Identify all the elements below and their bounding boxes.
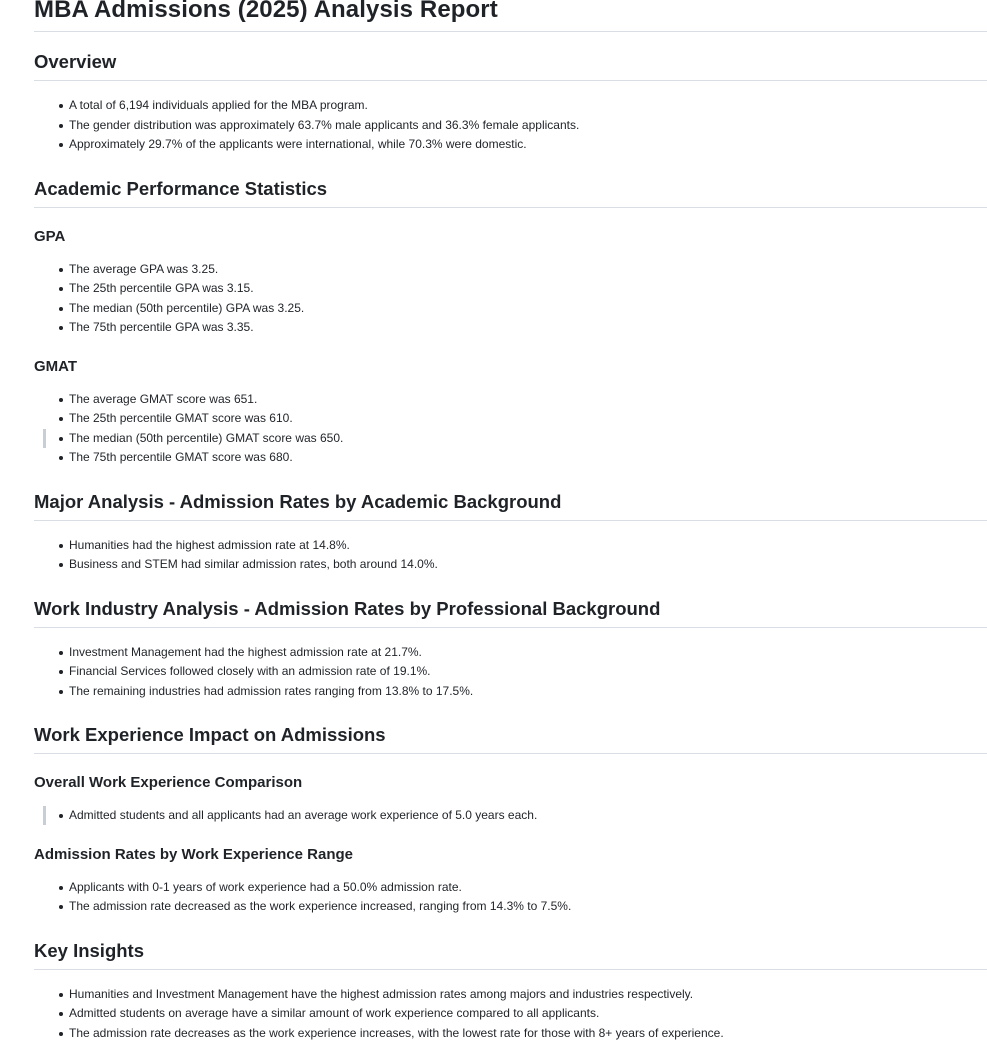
list-item: The 25th percentile GPA was 3.15. xyxy=(69,279,987,299)
list-item: Applicants with 0-1 years of work experience had a 50.0% admission rate. xyxy=(69,878,987,898)
page-title: MBA Admissions (2025) Analysis Report xyxy=(34,0,987,32)
list-item: The average GPA was 3.25. xyxy=(69,260,987,280)
list-item: Business and STEM had similar admission rates, both around 14.0%. xyxy=(69,555,987,575)
overview-heading: Overview xyxy=(34,50,987,81)
overall-experience-list xyxy=(34,806,987,826)
list-item-text: Admitted students and all applicants had an average work experience of 5.0 years each. xyxy=(69,808,537,822)
gpa-list xyxy=(34,260,987,338)
gmat-heading: GMAT xyxy=(34,357,987,377)
major-heading: Major Analysis - Admission Rates by Academic Background xyxy=(34,490,987,521)
experience-heading: Work Experience Impact on Admissions xyxy=(34,723,987,754)
major-list xyxy=(34,536,987,575)
list-item: The 75th percentile GMAT score was 680. xyxy=(69,448,987,468)
list-item: The admission rate decreased as the work experience increased, ranging from 14.3% to 7.5%. xyxy=(69,897,987,917)
list-item: Humanities had the highest admission rate at 14.8%. xyxy=(69,536,987,556)
insights-heading: Key Insights xyxy=(34,939,987,970)
academic-heading: Academic Performance Statistics xyxy=(34,177,987,208)
list-item: Approximately 29.7% of the applicants were international, while 70.3% were domestic. xyxy=(69,135,987,155)
industry-heading: Work Industry Analysis - Admission Rates by Professional Background xyxy=(34,597,987,628)
list-item: The average GMAT score was 651. xyxy=(69,390,987,410)
insights-list xyxy=(34,985,987,1043)
industry-list xyxy=(34,643,987,702)
list-item: Admitted students on average have a similar amount of work experience compared to all applicants. xyxy=(69,1004,987,1024)
list-item xyxy=(69,429,987,449)
list-item: The remaining industries had admission rates ranging from 13.8% to 17.5%. xyxy=(69,682,987,702)
list-item: A total of 6,194 individuals applied for the MBA program. xyxy=(69,96,987,116)
experience-range-list xyxy=(34,878,987,917)
list-item: The 25th percentile GMAT score was 610. xyxy=(69,409,987,429)
list-item: Humanities and Investment Management have the highest admission rates among majors and industries respectively. xyxy=(69,985,987,1005)
report-document xyxy=(34,0,987,1043)
list-item-text: The median (50th percentile) GMAT score was 650. xyxy=(69,431,343,445)
list-item: The admission rate decreases as the work experience increases, with the lowest rate for those with 8+ years of experience. xyxy=(69,1024,987,1043)
overview-list xyxy=(34,96,987,155)
list-item xyxy=(69,806,987,826)
gpa-heading: GPA xyxy=(34,227,987,247)
overall-experience-heading: Overall Work Experience Comparison xyxy=(34,773,987,793)
blockquote-bar xyxy=(43,429,46,448)
list-item: The 75th percentile GPA was 3.35. xyxy=(69,318,987,338)
list-item: Financial Services followed closely with an admission rate of 19.1%. xyxy=(69,662,987,682)
experience-range-heading: Admission Rates by Work Experience Range xyxy=(34,845,987,865)
list-item: The gender distribution was approximately 63.7% male applicants and 36.3% female applicants. xyxy=(69,116,987,136)
list-item: Investment Management had the highest admission rate at 21.7%. xyxy=(69,643,987,663)
list-item: The median (50th percentile) GPA was 3.25. xyxy=(69,299,987,319)
gmat-list xyxy=(34,390,987,468)
blockquote-bar xyxy=(43,806,46,825)
